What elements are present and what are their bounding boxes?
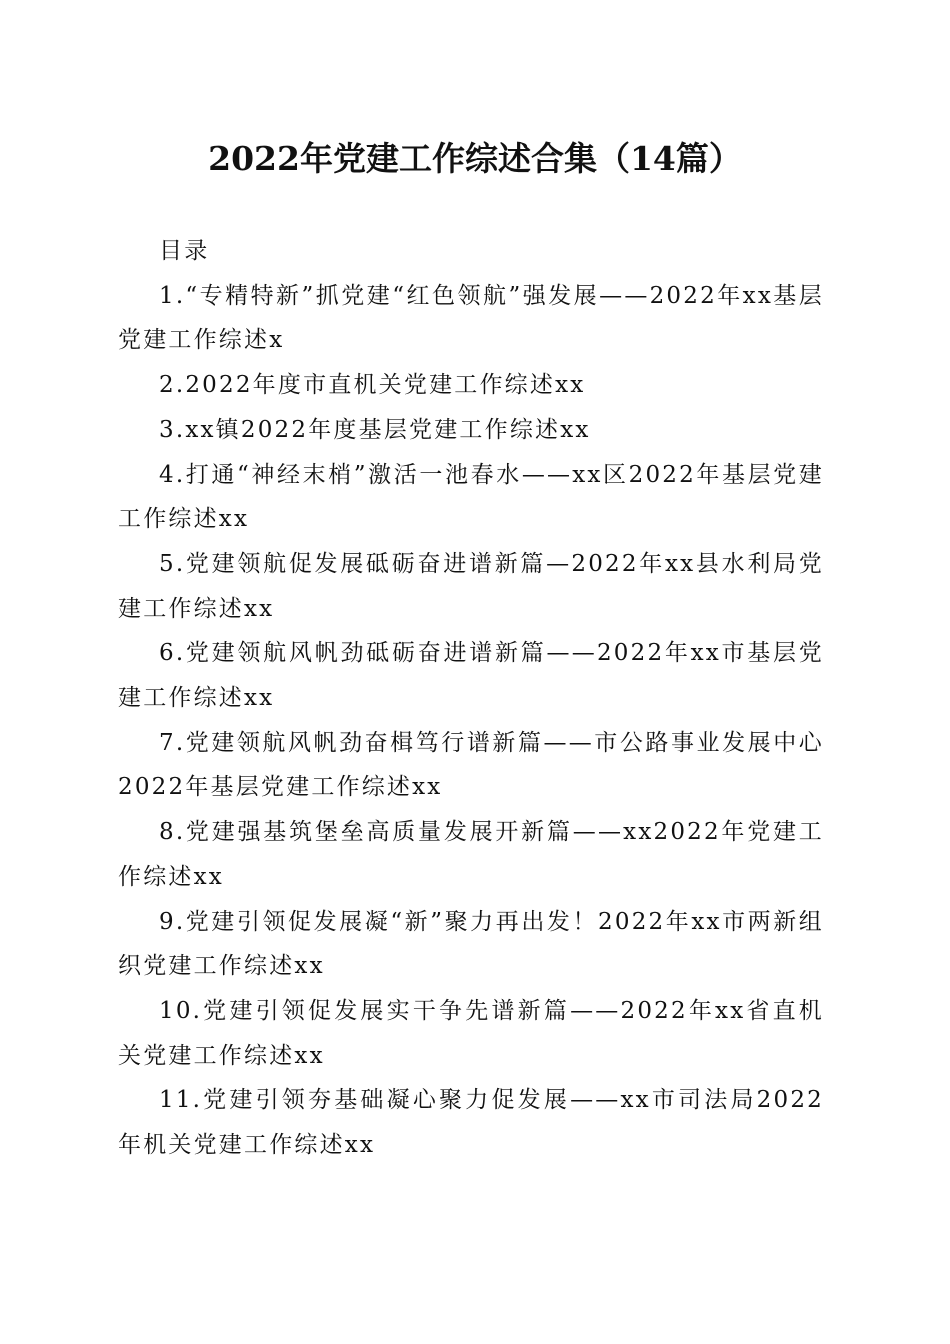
toc-item: 3.xx镇2022年度基层党建工作综述xx xyxy=(159,416,591,443)
toc-item: 10.党建引领促发展实干争先谱新篇——2022年xx省直机关党建工作综述xx xyxy=(118,997,824,1069)
document-title: 2022年党建工作综述合集（14篇） xyxy=(208,139,742,178)
toc-heading: 目录 xyxy=(159,238,210,264)
toc-item: 4.打通“神经末梢”激活一池春水——xx区2022年基层党建工作综述xx xyxy=(118,461,824,533)
toc-item: 9.党建引领促发展凝“新”聚力再出发！2022年xx市两新组织党建工作综述xx xyxy=(118,908,824,980)
toc-item: 11.党建引领夯基础凝心聚力促发展——xx市司法局2022年机关党建工作综述xx xyxy=(118,1087,824,1159)
toc-item: 6.党建领航风帆劲砥砺奋进谱新篇——2022年xx市基层党建工作综述xx xyxy=(118,640,824,712)
table-of-contents xyxy=(118,229,824,1168)
toc-list xyxy=(118,274,824,1168)
toc-item: 7.党建领航风帆劲奋楫笃行谱新篇——市公路事业发展中心2022年基层党建工作综述xx xyxy=(118,729,824,801)
toc-item: 1.“专精特新”抓党建“红色领航”强发展——2022年xx基层党建工作综述x xyxy=(118,282,824,354)
toc-item: 2.2022年度市直机关党建工作综述xx xyxy=(159,372,586,399)
toc-item: 5.党建领航促发展砥砺奋进谱新篇—2022年xx县水利局党建工作综述xx xyxy=(118,550,824,622)
toc-item: 8.党建强基筑堡垒高质量发展开新篇——xx2022年党建工作综述xx xyxy=(118,819,824,890)
